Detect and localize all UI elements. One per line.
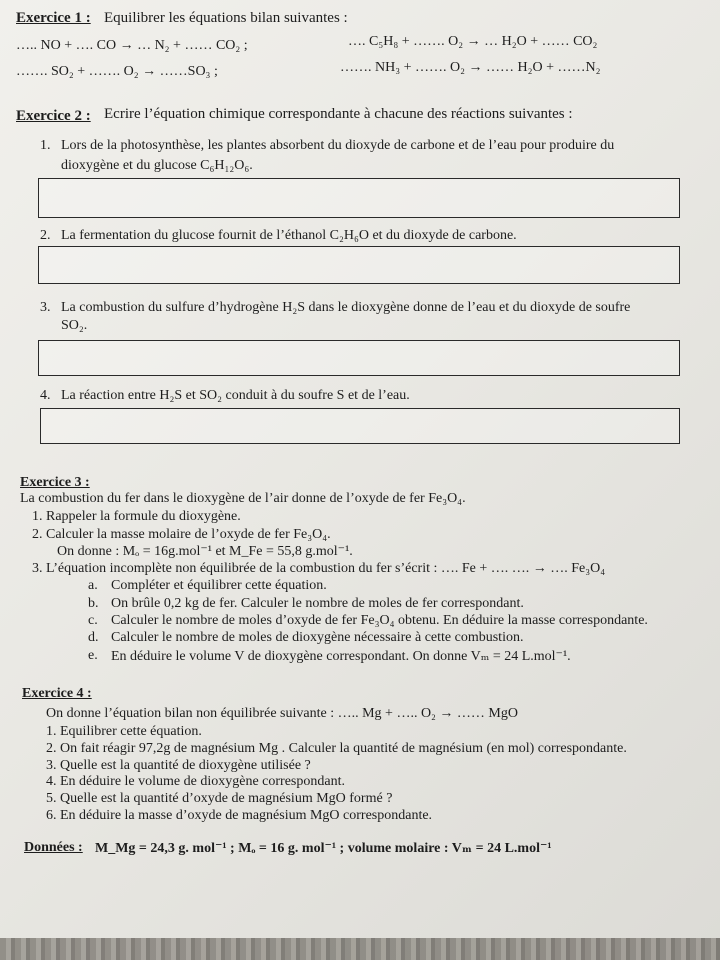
ex4-intro: On donne l’équation bilan non équilibrée suivante : ….. Mg + ….. O₂ → …… MgO xyxy=(46,706,518,721)
donnees-text: M_Mg = 24,3 g. mol⁻¹ ; Mₒ = 16 g. mol⁻¹ ; volume molaire : Vₘ = 24 L.mol⁻¹ xyxy=(95,841,552,856)
ex3-sub-b-letter: b. xyxy=(88,596,99,611)
ex1-eq1: ….. NO + …. CO → … N₂ + …… CO₂ ; xyxy=(16,38,248,53)
ex4-q6: 6. En déduire la masse d’oxyde de magnésium MgO correspondante. xyxy=(46,808,433,823)
ex2-instruction: Ecrire l’équation chimique correspondante à chacune des réactions suivantes : xyxy=(104,106,573,122)
ex3-q2-data: On donne : Mₒ = 16g.mol⁻¹ et M_Fe = 55,8 g.mol⁻¹. xyxy=(57,544,353,559)
ex4-q1: 1. Equilibrer cette équation. xyxy=(46,724,202,739)
ex3-sub-e-letter: e. xyxy=(88,648,98,663)
ex4-q4: 4. En déduire le volume de dioxygène correspondant. xyxy=(46,774,345,789)
ex1-eq4: ……. NH₃ + ……. O₂ → …… H₂O + ……N₂ xyxy=(340,60,601,75)
ex3-sub-c: Calculer le nombre de moles d’oxyde de fer Fe₃O₄ obtenu. En déduire la masse correspondante. xyxy=(111,613,648,628)
ex1-eq3: ……. SO₂ + ……. O₂ → ……SO₃ ; xyxy=(16,64,218,79)
ex1-title: Exercice 1 : xyxy=(16,10,91,26)
ex3-sub-a: Compléter et équilibrer cette équation. xyxy=(111,578,327,593)
ex2-item2-line1: La fermentation du glucose fournit de l’éthanol C₂H₆O et du dioxyde de carbone. xyxy=(61,228,517,243)
ex2-item3-num: 3. xyxy=(40,300,51,315)
ex4-q5: 5. Quelle est la quantité d’oxyde de magnésium MgO formé ? xyxy=(46,791,393,806)
ex2-item3-line2: SO₂. xyxy=(61,318,88,333)
ex2-item1-line2: dioxygène et du glucose C₆H₁₂O₆. xyxy=(61,158,253,173)
ex4-q3: 3. Quelle est la quantité de dioxygène utilisée ? xyxy=(46,758,311,773)
ex2-item1-line1: Lors de la photosynthèse, les plantes absorbent du dioxyde de carbone et de l’eau pour produire du xyxy=(61,138,615,153)
ex2-item4-num: 4. xyxy=(40,388,51,403)
ex3-intro: La combustion du fer dans le dioxygène de l’air donne de l’oxyde de fer Fe₃O₄. xyxy=(20,491,466,506)
ex3-title: Exercice 3 : xyxy=(20,475,90,490)
ex1-instruction: Equilibrer les équations bilan suivantes : xyxy=(104,10,348,26)
ex3-sub-d: Calculer le nombre de moles de dioxygène nécessaire à cette combustion. xyxy=(111,630,524,645)
ex3-sub-a-letter: a. xyxy=(88,578,98,593)
ex3-q2: 2. Calculer la masse molaire de l’oxyde de fer Fe₃O₄. xyxy=(32,527,331,542)
ex3-sub-e: En déduire le volume V de dioxygène correspondant. On donne Vₘ = 24 L.mol⁻¹. xyxy=(111,649,571,664)
ex2-title: Exercice 2 : xyxy=(16,108,91,124)
answer-box-1[interactable] xyxy=(38,178,680,218)
ex2-item1-num: 1. xyxy=(40,138,51,153)
torn-paper-edge xyxy=(0,938,720,960)
ex3-sub-b: On brûle 0,2 kg de fer. Calculer le nombre de moles de fer correspondant. xyxy=(111,596,524,611)
donnees-label: Données : xyxy=(24,840,83,855)
ex4-q2: 2. On fait réagir 97,2g de magnésium Mg . Calculer la quantité de magnésium (en mol) correspondante. xyxy=(46,741,627,756)
ex1-eq2: …. C₅H₈ + ……. O₂ → … H₂O + …… CO₂ xyxy=(348,34,598,49)
ex2-item3-line1: La combustion du sulfure d’hydrogène H₂S dans le dioxygène donne de l’eau et du dioxyde de soufre xyxy=(61,300,631,315)
ex2-item4-line1: La réaction entre H₂S et SO₂ conduit à du soufre S et de l’eau. xyxy=(61,388,410,403)
ex4-title: Exercice 4 : xyxy=(22,686,92,701)
ex3-q3: 3. L’équation incomplète non équilibrée de la combustion du fer s’écrit : …. Fe + …. …. → …. Fe₃O₄ xyxy=(32,561,606,576)
answer-box-2[interactable] xyxy=(38,246,680,284)
ex3-q1: 1. Rappeler la formule du dioxygène. xyxy=(32,509,241,524)
answer-box-3[interactable] xyxy=(38,340,680,376)
ex3-sub-d-letter: d. xyxy=(88,630,99,645)
ex2-item2-num: 2. xyxy=(40,228,51,243)
answer-box-4[interactable] xyxy=(40,408,680,444)
ex3-sub-c-letter: c. xyxy=(88,613,98,628)
